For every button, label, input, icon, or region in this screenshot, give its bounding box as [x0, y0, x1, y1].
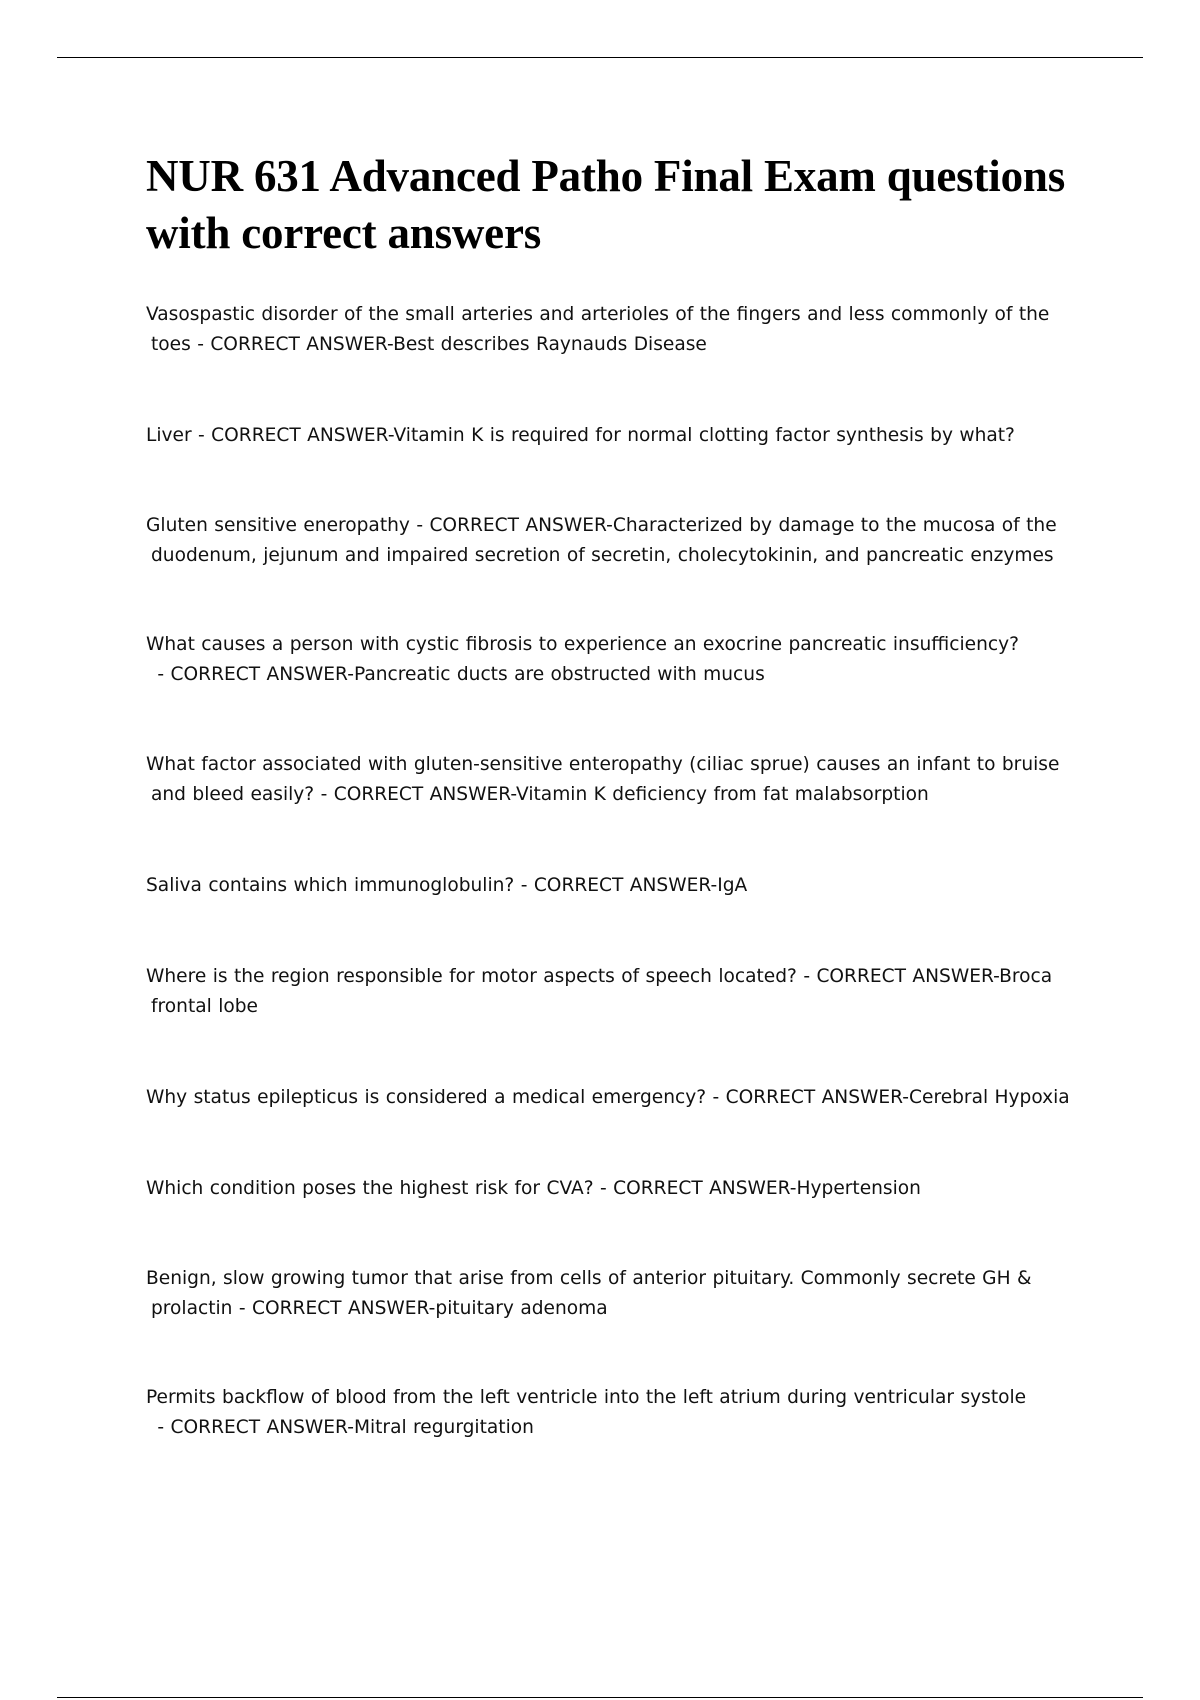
answer-text: IgA — [717, 875, 748, 896]
question-text: Permits backflow of blood from the left ventricle into the left atrium during ventricular systole — [146, 1387, 1027, 1408]
question-text: Vasospastic disorder of the small arteries and arterioles of the fingers and less commonly of the toes — [146, 304, 1050, 355]
answer-label: CORRECT ANSWER- — [333, 784, 517, 805]
qa-item — [146, 300, 1091, 360]
separator: - — [191, 425, 212, 446]
answer-label: CORRECT ANSWER- — [210, 334, 394, 355]
answer-label: CORRECT ANSWER- — [170, 1417, 354, 1438]
question-text: Gluten sensitive eneropathy — [146, 515, 410, 536]
separator: - — [514, 875, 534, 896]
answer-text: Characterized by damage to the mucosa of the duodenum, jejunum and impaired secretion of secretin, cholecytokinin, and pancreatic enzymes — [151, 515, 1057, 566]
qa-item — [146, 1174, 1091, 1204]
separator: - — [190, 334, 211, 355]
answer-text: Hypertension — [796, 1178, 921, 1199]
answer-text: Vitamin K deficiency from fat malabsorption — [516, 784, 929, 805]
separator: - — [706, 1087, 726, 1108]
answer-label: CORRECT ANSWER- — [533, 875, 718, 896]
answer-label: CORRECT ANSWER- — [170, 664, 354, 685]
qa-item — [146, 511, 1091, 571]
qa-item — [146, 750, 1091, 810]
answer-label: CORRECT ANSWER- — [816, 966, 1000, 987]
qa-item — [146, 1264, 1091, 1324]
answer-label: CORRECT ANSWER- — [613, 1178, 797, 1199]
answer-text: Pancreatic ducts are obstructed with mucus — [353, 664, 765, 685]
answer-label: CORRECT ANSWER- — [211, 425, 394, 446]
answer-text: Mitral regurgitation — [353, 1417, 534, 1438]
question-text: What causes a person with cystic fibrosis to experience an exocrine pancreatic insufficiency? — [146, 634, 1019, 655]
separator: - — [796, 966, 817, 987]
question-text: Benign, slow growing tumor that arise from cells of anterior pituitary. Commonly secrete GH & prolactin — [146, 1268, 1032, 1319]
separator: - — [232, 1298, 252, 1319]
answer-text: pituitary adenoma — [435, 1298, 608, 1319]
document-title: NUR 631 Advanced Patho Final Exam questions with correct answers — [146, 151, 1066, 258]
answer-label: CORRECT ANSWER- — [725, 1087, 910, 1108]
separator: - — [314, 784, 334, 805]
qa-item — [146, 630, 1091, 690]
question-text: Where is the region responsible for motor aspects of speech located? — [146, 966, 797, 987]
qa-item — [146, 871, 1091, 901]
question-text: Saliva contains which immunoglobulin? — [146, 875, 515, 896]
qa-item — [146, 962, 1091, 1022]
separator: - — [151, 1417, 171, 1438]
qa-item — [146, 1083, 1091, 1113]
answer-label: CORRECT ANSWER- — [251, 1298, 436, 1319]
question-text: Why status epilepticus is considered a medical emergency? — [146, 1087, 707, 1108]
question-text: What factor associated with gluten-sensitive enteropathy (ciliac sprue) causes an infant to bruise and bleed easily? — [146, 754, 1060, 805]
answer-text: Vitamin K is required for normal clotting factor synthesis by what? — [393, 425, 1015, 446]
answer-text: Cerebral Hypoxia — [909, 1087, 1070, 1108]
bottom-rule — [57, 1697, 1143, 1698]
qa-item — [146, 421, 1091, 451]
answer-label: CORRECT ANSWER- — [429, 515, 613, 536]
separator: - — [151, 664, 171, 685]
qa-item — [146, 1383, 1091, 1443]
question-text: Liver — [146, 425, 192, 446]
question-text: Which condition poses the highest risk for CVA? — [146, 1178, 594, 1199]
answer-text: Broca frontal lobe — [151, 966, 1053, 1017]
separator: - — [409, 515, 430, 536]
top-rule — [57, 57, 1143, 58]
separator: - — [593, 1178, 614, 1199]
answer-text: Best describes Raynauds Disease — [393, 334, 707, 355]
